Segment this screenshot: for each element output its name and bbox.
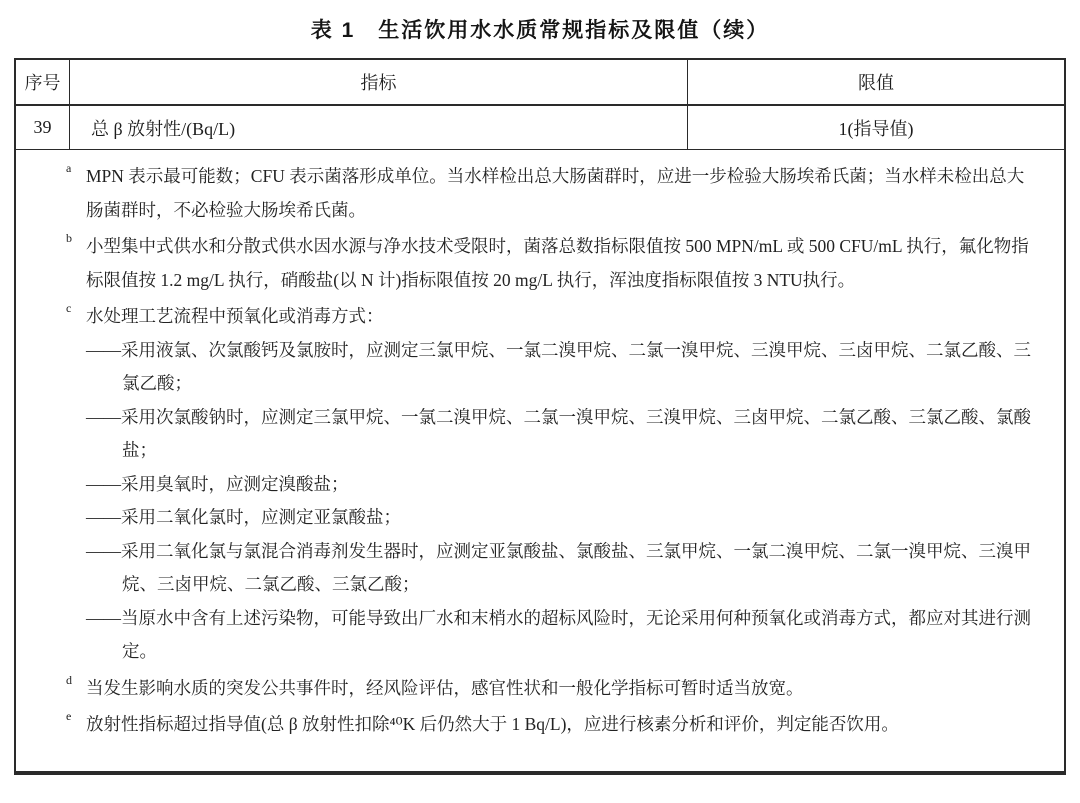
footnote-c xyxy=(16,300,1040,669)
footnote-e-marker: e xyxy=(66,709,72,723)
row-indicator-name: 总 β 放射性/(Bq/L) xyxy=(70,106,688,149)
table-title: 表 1 生活饮用水水质常规指标及限值（续） xyxy=(310,19,770,42)
footnote-c-marker: c xyxy=(66,301,72,315)
column-header-limit: 限值 xyxy=(858,73,894,93)
footnote-c-bullet-2: ——采用次氯酸钠时，应测定三氯甲烷、一氯二溴甲烷、二氯一溴甲烷、三溴甲烷、三卤甲烷、二氯乙酸、三氯乙酸、氯酸盐； xyxy=(86,406,1031,460)
footnote-b-marker: b xyxy=(66,231,72,245)
table-row xyxy=(16,106,1064,150)
footnote-a-text: MPN 表示最可能数；CFU 表示菌落形成单位。当水样检出总大肠菌群时，应进一步检验大肠埃希氏菌；当水样未检出总大肠菌群时，不必检验大肠埃希氏菌。 xyxy=(86,166,1025,220)
footnote-d-text: 当发生影响水质的突发公共事件时，经风险评估，感官性状和一般化学指标可暂时适当放宽。 xyxy=(86,677,804,698)
footnote-e xyxy=(16,708,1040,742)
footnotes-section xyxy=(16,150,1064,748)
table-header-row xyxy=(16,60,1064,106)
column-header-indicator: 指标 xyxy=(70,60,688,104)
footnote-c-bullet-4: ——采用二氧化氯时，应测定亚氯酸盐； xyxy=(86,507,401,527)
footnote-c-bullet-5: ——采用二氧化氯与氯混合消毒剂发生器时，应测定亚氯酸盐、氯酸盐、三氯甲烷、一氯二溴甲烷、二氯一溴甲烷、三溴甲烷、三卤甲烷、二氯乙酸、三氯乙酸； xyxy=(86,540,1031,594)
footnote-c-text: 水处理工艺流程中预氧化或消毒方式： xyxy=(86,306,384,326)
row-limit-value: 1(指导值) xyxy=(838,118,914,139)
footnote-c-bullet-1: ——采用液氯、次氯酸钙及氯胺时，应测定三氯甲烷、一氯二溴甲烷、二氯一溴甲烷、三溴甲烷、三卤甲烷、二氯乙酸、三氯乙酸； xyxy=(86,339,1031,393)
column-header-seq: 序号 xyxy=(16,60,70,104)
water-quality-table xyxy=(14,58,1066,775)
footnote-b-text: 小型集中式供水和分散式供水因水源与净水技术受限时，菌落总数指标限值按 500 MPN/mL 或 500 CFU/mL 执行，氟化物指标限值按 1.2 mg/L 执行，硝酸盐(以 N 计)指标限值按 20 mg/L 执行，浑浊度指标限值按 3 NTU执行。 xyxy=(86,236,1029,290)
footnote-c-bullet-6: ——当原水中含有上述污染物，可能导致出厂水和末梢水的超标风险时，无论采用何种预氧化或消毒方式，都应对其进行测定。 xyxy=(86,607,1031,661)
footnote-b xyxy=(16,230,1040,297)
footnote-c-bullet-3: ——采用臭氧时，应测定溴酸盐； xyxy=(86,473,349,494)
footnote-a xyxy=(16,160,1040,227)
footnote-a-marker: a xyxy=(66,161,72,175)
footnote-e-text: 放射性指标超过指导值(总 β 放射性扣除⁴⁰K 后仍然大于 1 Bq/L)，应进行核素分析和评价，判定能否饮用。 xyxy=(86,714,899,734)
footnote-d xyxy=(16,672,1040,706)
row-seq-number: 39 xyxy=(16,106,70,149)
footnote-d-marker: d xyxy=(66,672,72,687)
